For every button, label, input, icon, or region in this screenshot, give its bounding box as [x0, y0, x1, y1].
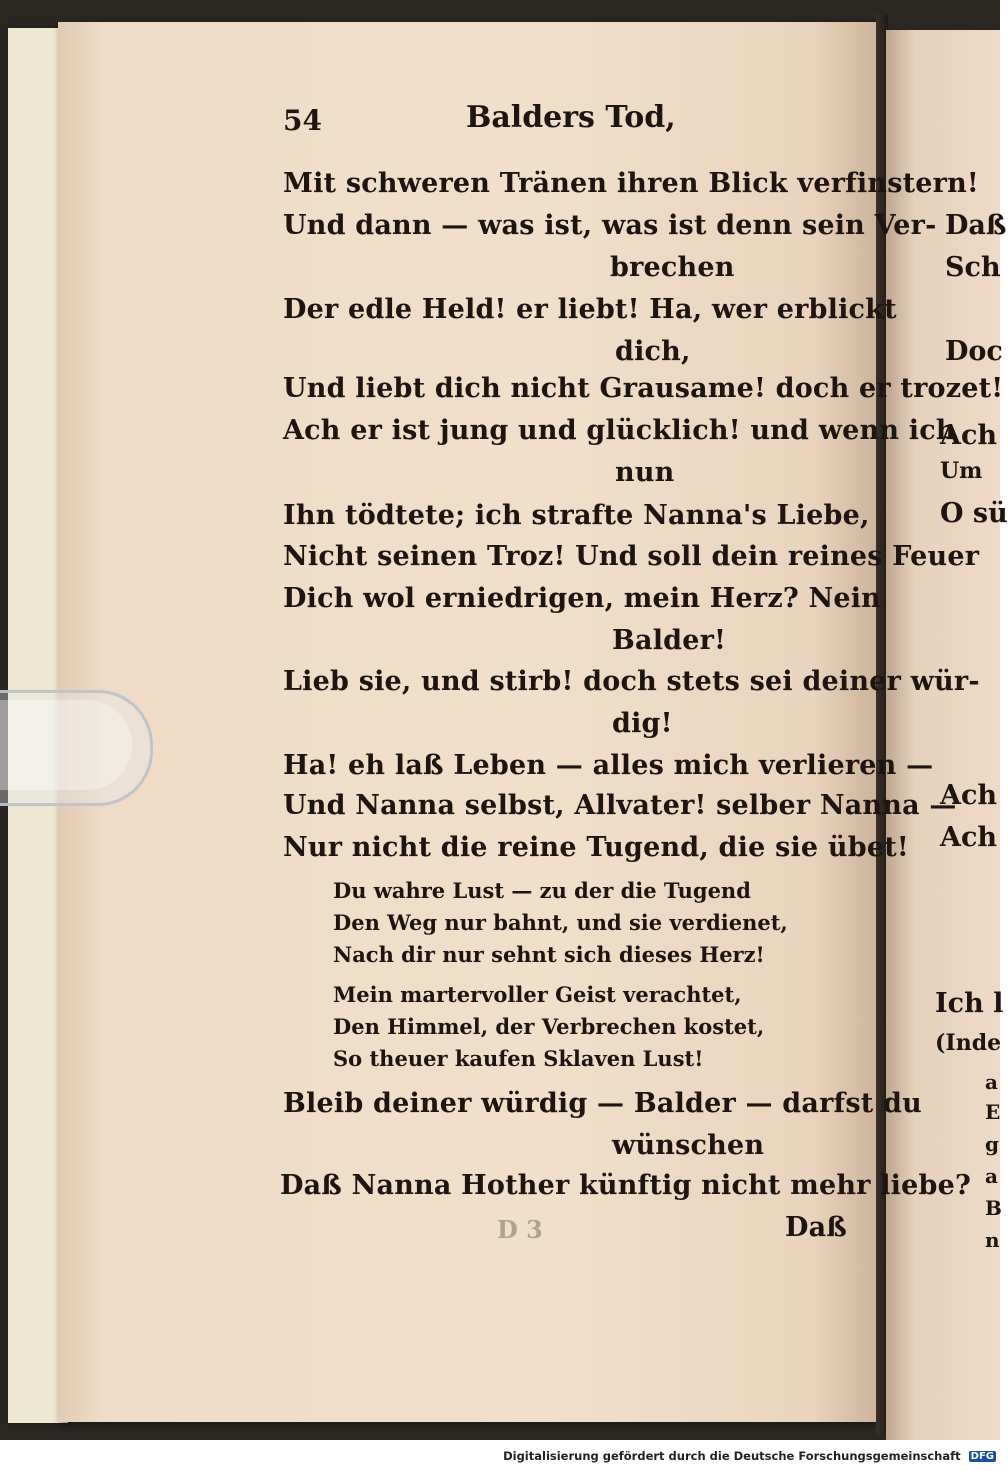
dfg-logo: DFG	[970, 1451, 994, 1462]
verse-line: Und Nanna selbst, Allvater! selber Nanna —	[283, 790, 957, 821]
song-line: Du wahre Lust — zu der die Tugend	[333, 878, 751, 903]
verse-line: Der edle Held! er liebt! Ha, wer erblickt	[283, 294, 897, 325]
verse-line: Dich wol erniedrigen, mein Herz? Nein	[283, 583, 882, 614]
right-page-fragment: Doc	[945, 336, 1003, 367]
song-line: Den Weg nur bahnt, und sie verdienet,	[333, 910, 788, 935]
right-page-fragment: Sch	[945, 252, 1001, 283]
verse-line-continuation: dig!	[612, 708, 673, 739]
right-page-fragment: Daß	[945, 210, 1007, 241]
verse-line: Ihn tödtete; ich strafte Nanna's Liebe,	[283, 500, 870, 531]
verse-line: Nicht seinen Troz! Und soll dein reines Feuer	[283, 541, 980, 572]
right-page-fragment: B	[985, 1196, 1002, 1220]
verse-line: Ach er ist jung und glücklich! und wenn ich	[283, 415, 956, 446]
verse-line-continuation: Balder!	[612, 625, 727, 656]
verse-line: Daß Nanna Hother künftig nicht mehr liebe?	[280, 1170, 971, 1201]
right-page-fragment: Um	[940, 458, 983, 484]
right-page-fragment: Ach	[940, 780, 998, 811]
verse-line: Lieb sie, und stirb! doch stets sei deiner wür-	[283, 666, 980, 697]
right-page-fragment: Ach	[940, 420, 998, 451]
verse-line: Mit schweren Tränen ihren Blick verfinstern!	[283, 168, 979, 199]
verse-line-continuation: nun	[615, 457, 675, 488]
verse-line: Bleib deiner würdig — Balder — darfst du	[283, 1088, 922, 1119]
page-clip-highlight	[0, 700, 132, 790]
right-page-fragment: a	[985, 1070, 998, 1094]
verse-line-continuation: brechen	[610, 252, 735, 283]
footer-text: Digitalisierung gefördert durch die Deutsche Forschungsgemeinschaft	[503, 1449, 961, 1463]
song-line: Nach dir nur sehnt sich dieses Herz!	[333, 942, 765, 967]
right-page-fragment: Ach	[940, 822, 998, 853]
verse-line-continuation: wünschen	[612, 1130, 765, 1161]
right-page-fragment: O sü	[940, 498, 1008, 529]
right-page-fragment: E	[985, 1100, 1001, 1124]
verse-line: Und liebt dich nicht Grausame! doch er trozet!	[283, 373, 1004, 404]
right-page-fragment: Ich l	[935, 988, 1004, 1019]
song-line: So theuer kaufen Sklaven Lust!	[333, 1046, 704, 1071]
verse-line-continuation: dich,	[615, 336, 691, 367]
right-page-fragment: n	[985, 1228, 1000, 1252]
verse-line: Nur nicht die reine Tugend, die sie übet!	[283, 832, 909, 863]
page-number: 54	[283, 104, 322, 137]
funding-footer	[503, 1449, 996, 1463]
right-page	[886, 30, 1000, 1440]
catchword: Daß	[785, 1212, 848, 1243]
verse-line: Ha! eh laß Leben — alles mich verlieren —	[283, 750, 934, 781]
signature-mark: D 3	[497, 1215, 543, 1244]
song-line: Mein martervoller Geist verachtet,	[333, 982, 742, 1007]
right-page-fragment: a	[985, 1164, 998, 1188]
right-page-fragment: g	[985, 1132, 999, 1156]
running-title: Balders Tod,	[466, 100, 676, 135]
right-page-fragment: (Inde	[935, 1030, 1002, 1056]
song-line: Den Himmel, der Verbrechen kostet,	[333, 1014, 765, 1039]
verse-line: Und dann — was ist, was ist denn sein Ver-	[283, 210, 937, 241]
